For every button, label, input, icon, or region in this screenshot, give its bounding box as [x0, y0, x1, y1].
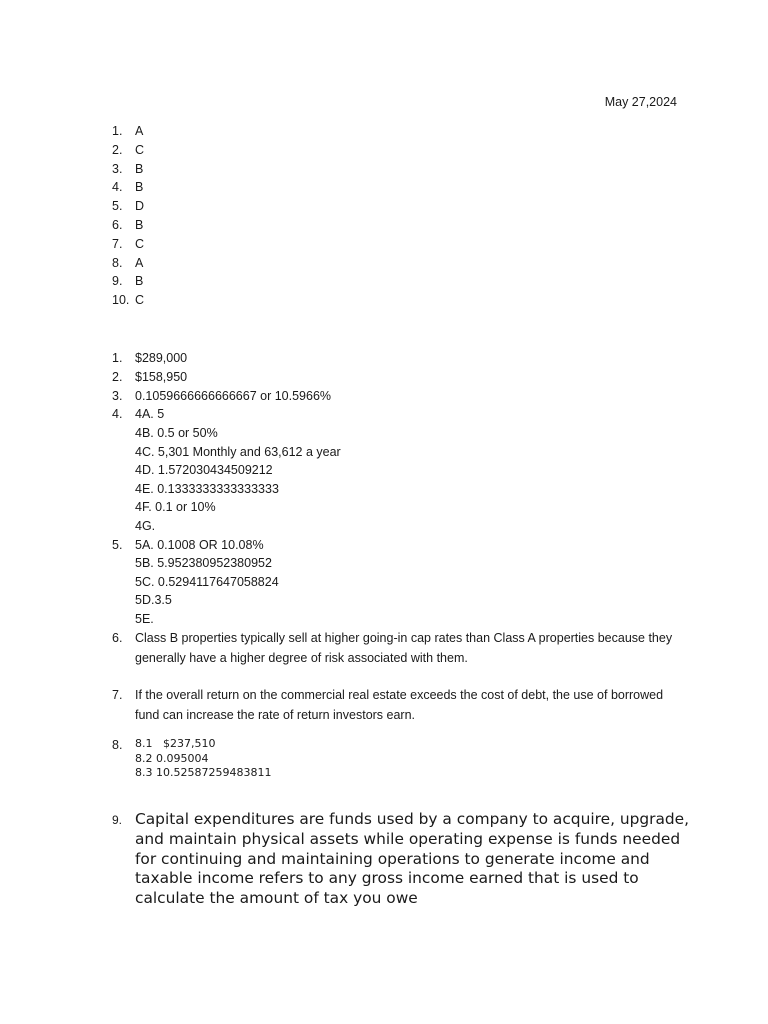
sub-item — [0, 498, 768, 517]
list-item — [0, 405, 768, 424]
item-number: 9. — [112, 813, 123, 827]
sub-item — [0, 610, 768, 629]
list-item — [0, 387, 768, 406]
item-number: 6. — [112, 631, 123, 645]
sub-answer: 5C. 0.5294117647058824 — [135, 574, 279, 589]
item-number: 1. — [112, 351, 123, 365]
list-item — [0, 122, 768, 141]
sub-answer: 5D.3.5 — [135, 593, 172, 608]
sub-item — [0, 461, 768, 480]
list-item — [0, 235, 768, 254]
item-number: 2. — [112, 142, 123, 157]
sub-answer: 4D. 1.572030434509212 — [135, 463, 273, 478]
item-answer: D — [135, 199, 145, 214]
sub-item — [0, 573, 768, 592]
sub-item — [0, 554, 768, 573]
document-date: May 27,2024 — [604, 95, 677, 109]
list-item — [0, 178, 768, 197]
sub-answer: 4E. 0.1333333333333333 — [135, 481, 279, 496]
sub-answer-group — [135, 737, 271, 781]
item-answer: C — [135, 293, 145, 308]
list-item — [0, 141, 768, 160]
item-number: 7. — [112, 236, 123, 251]
item-number: 6. — [112, 217, 123, 232]
item-answer: A — [135, 255, 144, 270]
sub-item — [0, 591, 768, 610]
sub-answer: 4C. 5,301 Monthly and 63,612 a year — [135, 444, 341, 459]
item-number: 2. — [112, 369, 123, 384]
sub-answer: 8.2 0.095004 — [135, 751, 209, 765]
sub-answer: 5A. 0.1008 OR 10.08% — [135, 537, 264, 552]
list-item — [0, 536, 768, 555]
item-number: 10. — [112, 293, 130, 308]
list-item — [0, 368, 768, 387]
item-number: 7. — [112, 688, 123, 702]
item-answer-paragraph: Capital expenditures are funds used by a company to acquire, upgrade, and maintain physical assets while operating expense is funds needed for continuing and maintaining operations to generate income and taxable income refers to any gross income earned that is used to calculate the amount of tax you owe — [135, 810, 690, 908]
item-answer: 0.1059666666666667 or 10.5966% — [135, 388, 332, 403]
item-answer: B — [135, 161, 144, 176]
sub-answer: 4G. — [135, 518, 156, 533]
sub-answer: 4A. 5 — [135, 407, 165, 422]
item-number: 9. — [112, 274, 123, 289]
list-item — [0, 160, 768, 179]
item-number: 3. — [112, 161, 123, 176]
list-item — [0, 349, 768, 368]
answer-list-multiple-choice — [0, 122, 768, 310]
sub-item — [0, 517, 768, 536]
item-number: 8. — [112, 255, 123, 270]
item-answer: A — [135, 124, 144, 138]
item-answer: $158,950 — [135, 369, 188, 384]
item-number: 4. — [112, 407, 123, 422]
item-answer: C — [135, 142, 145, 157]
sub-answer: 4B. 0.5 or 50% — [135, 425, 218, 440]
item-number: 8. — [112, 738, 123, 752]
item-answer: $289,000 — [135, 351, 188, 365]
sub-answer: 5E. — [135, 611, 154, 626]
sub-answer: 8.1 $237,510 — [135, 737, 216, 750]
list-item — [0, 272, 768, 291]
list-item — [0, 254, 768, 273]
sub-answer: 8.3 10.52587259483811 — [135, 766, 272, 780]
list-item — [0, 197, 768, 216]
sub-item — [0, 424, 768, 443]
item-answer-paragraph: Class B properties typically sell at higher going-in cap rates than Class A properties because they generally have a higher degree of risk associated with them. — [135, 631, 673, 665]
item-answer: C — [135, 236, 145, 251]
sub-answer: 4F. 0.1 or 10% — [135, 500, 216, 515]
sub-item — [0, 443, 768, 462]
item-number: 5. — [112, 537, 123, 552]
item-number: 5. — [112, 199, 123, 214]
item-answer: B — [135, 180, 144, 195]
item-number: 4. — [112, 180, 123, 195]
sub-item — [0, 480, 768, 499]
item-number: 3. — [112, 388, 123, 403]
item-answer-paragraph: If the overall return on the commercial real estate exceeds the cost of debt, the use of borrowed fund can increase the rate of return investors earn. — [135, 688, 664, 722]
answer-list-calculations — [0, 349, 768, 629]
item-answer: B — [135, 217, 144, 232]
sub-answer: 5B. 5.952380952380952 — [135, 556, 272, 571]
list-item — [0, 216, 768, 235]
item-number: 1. — [112, 124, 123, 138]
list-item — [0, 291, 768, 310]
item-answer: B — [135, 274, 144, 289]
